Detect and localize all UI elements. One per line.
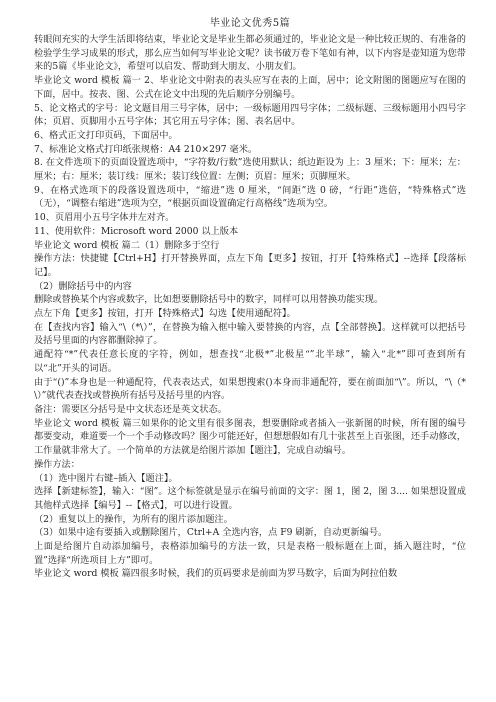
paragraph: （2）重复以上的操作，为所有的图片添加题注。	[34, 513, 233, 525]
paragraph: 通配符“*”代表任意长度的字符，例如，想查找“北极*”北极星“”北半球”，输入“北*”即可查到所有以“北”开头的词语。	[34, 349, 466, 374]
paragraph: 备注：需要区分括号是中文状态还是英文状态。	[34, 403, 227, 415]
paragraph: 操作方法：	[34, 458, 80, 470]
paragraph: 由于“()”本身也是一种通配符，代表表达式，如果想搜索()本身而非通配符，要在前面加“\”。所以，“\（*\）”就代表查找或替换所有括号及括号里的内容。	[34, 376, 466, 402]
paragraph: 11、使用软件：Microsoft word 2000 以上版本	[34, 225, 239, 237]
paragraph: （3）如果中途有要插入或删除图片，Ctrl+A 全选内容，点 F9 刷新，自动更新编号。	[34, 527, 388, 539]
paragraph: 操作方法：快捷键【Ctrl+H】打开替换界面，点左下角【更多】按钮，打开【特殊格式】--选择【段落标记】。	[34, 253, 466, 278]
paragraph: 点左下角【更多】按钮，打开【特殊格式】勾选【使用通配符】。	[34, 308, 296, 320]
paragraph: （2）删除括号中的内容	[34, 280, 132, 292]
section-heading-3: 毕业论文 word 模板 篇三如果你的论文里有很多图表，想要删除或者插入一张新图的时候，所有图的编号都要变动，难道要一个一个手动修改吗？图少可能还好，但想想假如有几十张甚至上百张图，还手动修改，工作量就非常大了。一个简单的方法就是给图片添加【题注】，完成自动编号。	[34, 417, 466, 457]
paragraph: 6、格式正文打印页码，下面居中。	[34, 129, 178, 141]
document-title: 毕业论文优秀5篇	[209, 18, 291, 29]
paragraph: 5、论文格式的字号：论文题目用三号字体，居中；一级标题用四号字体；二级标题、三级标题用小四号字体；页眉、页脚用小五号字体；其它用五号字体；图、表名居中。	[34, 102, 466, 128]
paragraph: 删除或替换某个内容或数字，比如想要删除括号中的数字，同样可以用替换功能实现。	[34, 294, 384, 306]
paragraph: 8. 在文件选项下的页面设置选项中，“字符数/行数”选使用默认；纸边距设为 上：3 厘米；下：厘米；左：厘米；右：厘米；装订线：厘米；装订线位置：左侧；页眉：厘米；页脚厘米。	[34, 157, 466, 183]
paragraph: 10、页眉用小五号字体并左对齐。	[34, 212, 175, 224]
paragraph: 毕业论文 word 模板 篇一 2、毕业论文中附表的表头应写在表的上面，居中；论文附图的图题应写在图的下面，居中。按表、图、公式在论文中出现的先后顺序分别编号。	[34, 75, 466, 100]
paragraph: 7、标准论文格式打印纸张规格：A4 210×297 毫米。	[34, 143, 258, 155]
paragraph: （1）选中图片右键–插入【题注】。	[34, 472, 178, 484]
paragraph-intro: 转眼间充实的大学生活即将结束，毕业论文是毕业生都必须通过的，毕业论文是一种比较正规的、有准备的检验学生学习成果的形式，那么应当如何写毕业论文呢？读书破万卷下笔如有神，以下内容是壶知道为您带来的5篇《毕业论文》，希望可以启发、帮助到大朋友、小朋友们。	[34, 34, 466, 73]
paragraph: 选择【新建标签】，输入：“图”。这个标签就是显示在编号前面的文字：图 1，图 2，图 3.... 如果想设置成其他样式选择【编号】--【格式】，可以进行设置。	[34, 486, 466, 511]
paragraph: 上面是给图片自动添加编号，表格添加编号的方法一致，只是表格一般标题在上面，插入题注时，“位置”选择“所选项目上方”即可。	[34, 541, 466, 566]
section-heading-2: 毕业论文 word 模板 篇二（1）删除多于空行	[34, 239, 220, 251]
paragraph: 在【查找内容】输入“\（*\）”，在替换为输入框中输入要替换的内容，点【全部替换】。这样就可以把括号及括号里面的内容都删除掉了。	[34, 321, 466, 347]
paragraph: 9、在格式选项下的段落设置选项中，“缩进”选 0 厘米，“间距”选 0 磅，“行距”选倍，“特殊格式”选（无），“调整右缩进”选项为空，“根据页面设置确定行高格线”选项为空。	[34, 184, 466, 210]
section-heading-4: 毕业论文 word 模板 篇四很多时候，我们的页码要求是前面为罗马数字，后面为阿拉伯数	[34, 568, 398, 580]
